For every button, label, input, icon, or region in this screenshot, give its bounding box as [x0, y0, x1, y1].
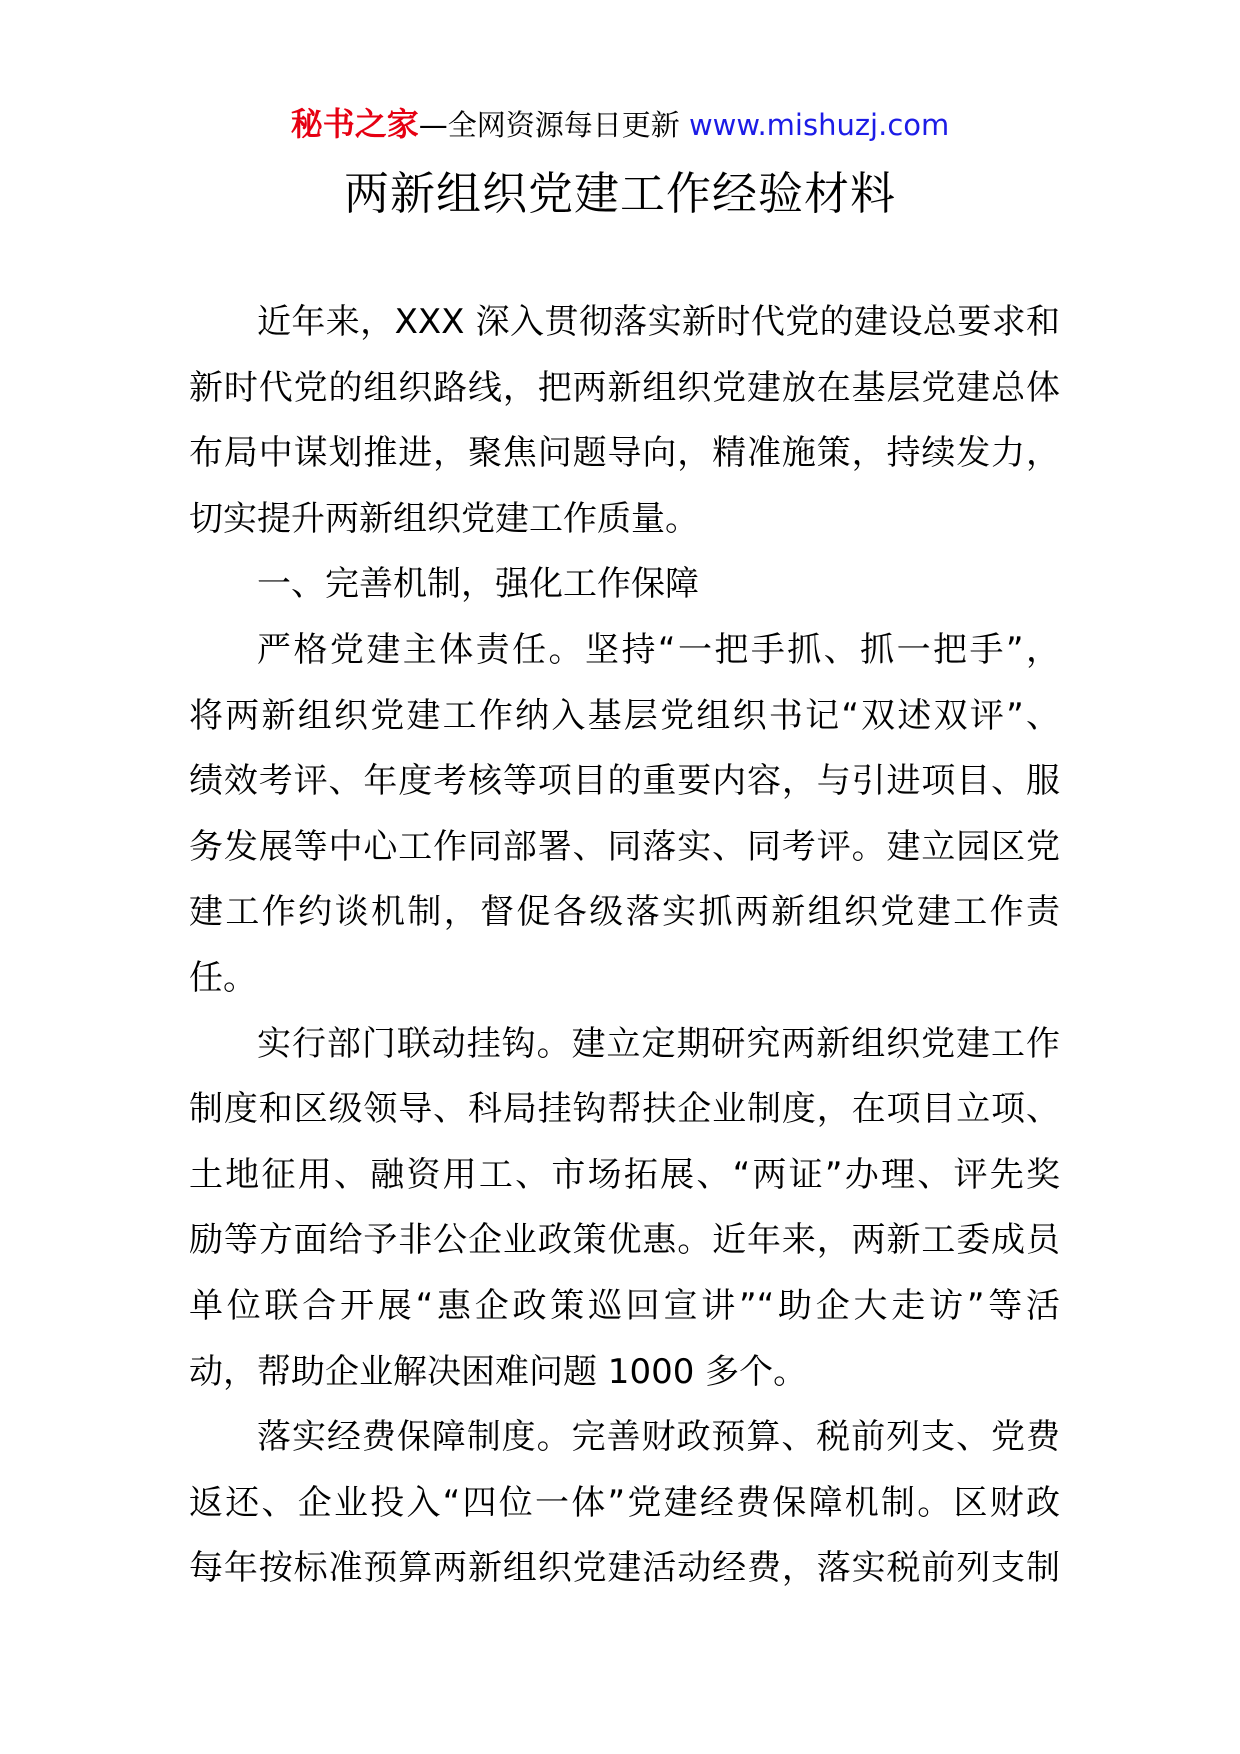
paragraph-linkage [189, 1012, 1060, 1406]
site-url: www.mishuzj.com [688, 108, 950, 142]
paragraph-line: 新时代党的组织路线，把两新组织党建放在基层党建总体 [189, 367, 1060, 408]
document-body [189, 290, 1060, 1602]
paragraph-line: 任。 [189, 957, 257, 998]
paragraph-line: 实行部门联动挂钩。建立定期研究两新组织党建工作 [257, 1023, 1060, 1064]
paragraph-line: 土地征用、融资用工、市场拓展、“两证”办理、评先奖 [189, 1154, 1060, 1195]
site-banner [0, 104, 1240, 144]
paragraph-responsibility [189, 618, 1060, 1012]
site-tagline: —全网资源每日更新 [418, 108, 680, 142]
paragraph-line: 绩效考评、年度考核等项目的重要内容，与引进项目、服 [189, 761, 1060, 802]
paragraph-line: 落实经费保障制度。完善财政预算、税前列支、党费 [257, 1417, 1060, 1458]
paragraph-funding [189, 1405, 1060, 1602]
paragraph-line: 返还、企业投入“四位一体”党建经费保障机制。区财政 [189, 1482, 1060, 1523]
document-title: 两新组织党建工作经验材料 [343, 167, 896, 220]
paragraph-line: 励等方面给予非公企业政策优惠。近年来，两新工委成员 [189, 1220, 1060, 1261]
section-heading [189, 552, 1060, 618]
paragraph-intro [189, 290, 1060, 552]
site-brand: 秘书之家 [290, 105, 419, 143]
paragraph-line: 每年按标准预算两新组织党建活动经费，落实税前列支制 [189, 1548, 1060, 1589]
paragraph-line: 切实提升两新组织党建工作质量。 [189, 498, 699, 539]
paragraph-line: 建工作约谈机制，督促各级落实抓两新组织党建工作责 [189, 892, 1060, 933]
paragraph-line: 将两新组织党建工作纳入基层党组织书记“双述双评”、 [189, 695, 1060, 736]
paragraph-line: 严格党建主体责任。坚持“一把手抓、抓一把手”， [257, 629, 1060, 670]
paragraph-line: 布局中谋划推进，聚焦问题导向，精准施策，持续发力， [189, 433, 1060, 474]
paragraph-line: 务发展等中心工作同部署、同落实、同考评。建立园区党 [189, 826, 1060, 867]
paragraph-line: 近年来，XXX 深入贯彻落实新时代党的建设总要求和 [257, 302, 1060, 342]
section-heading-text: 一、完善机制，强化工作保障 [257, 564, 699, 605]
paragraph-line: 单位联合开展“惠企政策巡回宣讲”“助企大走访”等活 [189, 1285, 1060, 1326]
paragraph-line: 制度和区级领导、科局挂钩帮扶企业制度，在项目立项、 [189, 1089, 1060, 1130]
paragraph-line: 动，帮助企业解决困难问题 1000 多个。 [189, 1351, 808, 1392]
